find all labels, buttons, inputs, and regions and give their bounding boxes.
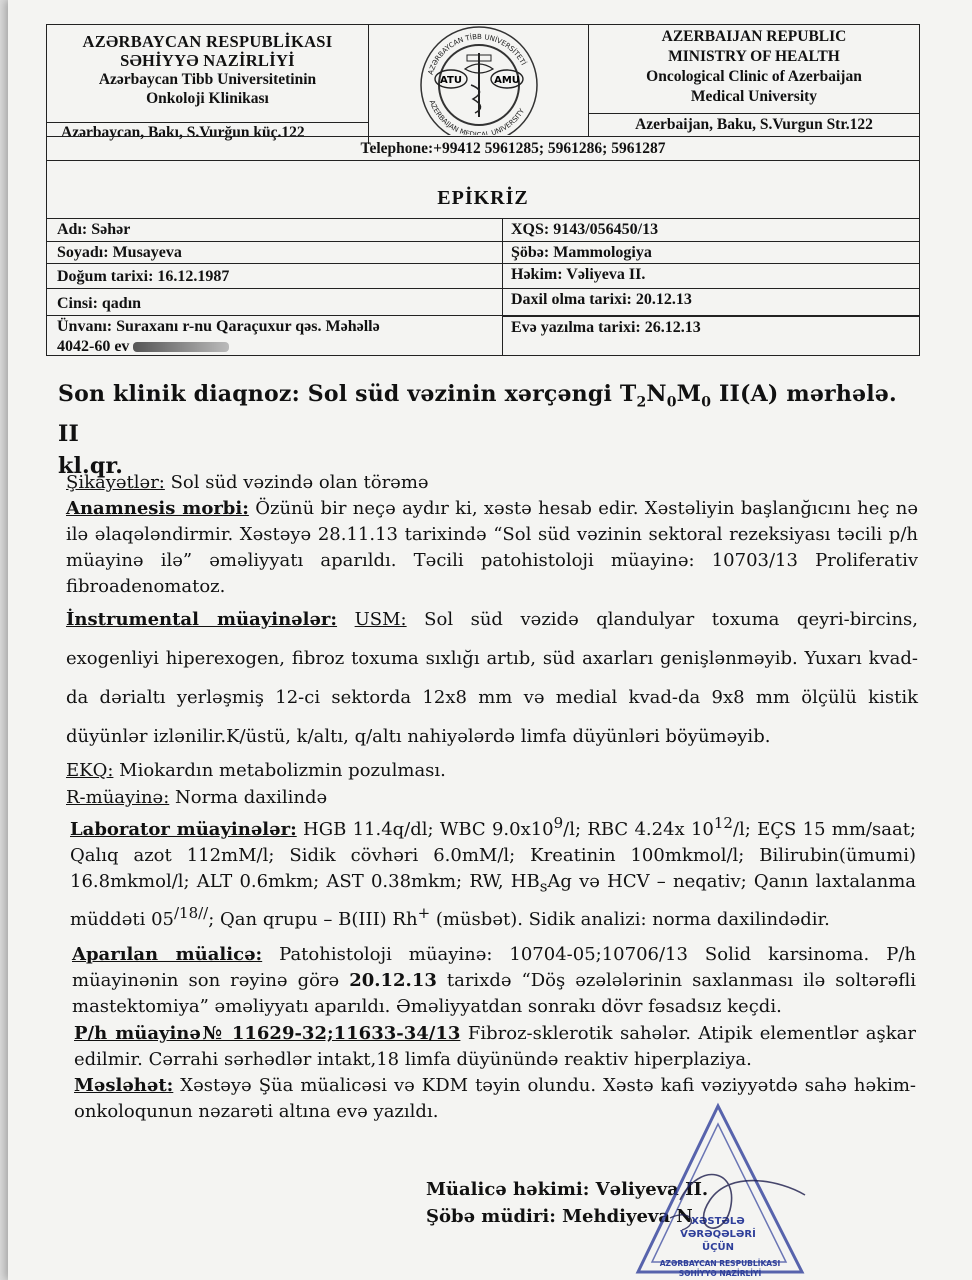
treatment-section — [72, 942, 916, 1020]
usm-label: USM: — [354, 609, 407, 630]
lab-text5: ; Qan qrupu – B(III) Rh — [208, 908, 418, 930]
patient-discharge: Evə yazılma tarixi: 26.12.13 — [503, 316, 919, 355]
instrumental-section — [66, 600, 918, 756]
instrumental-label: İnstrumental müayinələr: — [66, 609, 338, 630]
header-left-line3: Azərbaycan Tibb Universitetinin — [98, 71, 317, 88]
lab-sup4: /18// — [173, 903, 209, 922]
triangle-stamp-icon — [630, 1100, 810, 1280]
complaints-section — [66, 470, 918, 496]
ekq-text: Miokardın metabolizmin pozulması. — [113, 760, 446, 781]
header-left-line1: AZƏRBAYCAN RESPUBLİKASI — [82, 32, 333, 51]
pathology-text: Fibroz-sklerotik sahələr. Atipik elementlər aşkar edilmir. Cərrahi sərhədlər intakt,18 limfa düyünündə reaktiv hiperplaziya. — [74, 1023, 916, 1070]
diagnosis-n-index: 0 — [666, 394, 677, 411]
patient-doctor: Həkim: Vəliyeva II. — [511, 266, 646, 283]
patient-birth: Doğum tarixi: 16.12.1987 — [47, 264, 503, 288]
treatment-date: 20.12.13 — [349, 970, 437, 991]
stamp-bottom1: AZƏRBAYCAN RESPUBLİKASI — [659, 1259, 781, 1268]
anamnesis-section — [66, 496, 918, 600]
stamp-line3: ÜÇÜN — [702, 1242, 734, 1253]
patient-row-5 — [47, 315, 919, 355]
header-right-line3: Oncological Clinic of Azerbaijan — [646, 68, 862, 85]
diagnosis-m-letter: M — [676, 381, 702, 407]
r-text: Norma daxilində — [169, 787, 328, 808]
header-left-address: Azərbaycan, Bakı, S.Vurğun küç.122 — [47, 122, 369, 144]
patient-address-line2 — [57, 337, 502, 357]
document-page — [8, 0, 972, 1280]
header-right-line1: AZERBAIJAN REPUBLIC — [661, 28, 847, 45]
ekq-section — [66, 758, 918, 784]
anamnesis-text: Özünü bir neçə aydır ki, xəstə hesab edir. Xəstəliyin başlanğıcını heç nə ilə əlaqələndirmir. Xəstəyə 28.11.13 tarixində “Sol süd vəzinin sektoral rezeksiyası təcili p/h müayinə ilə” əməliyyatı aparıldı. Təcili patohistoloji müayinə: 10703/13 Proliferativ fibroadenomatoz. — [66, 498, 919, 597]
lab-sup2: 12 — [713, 814, 733, 832]
logo-emblem-icon — [369, 25, 587, 135]
logo-bottom-text: AZERBAIJAN MEDI AL UNIVERSITY — [427, 98, 527, 135]
patient-row-4 — [47, 288, 919, 315]
pathology-section — [74, 1021, 916, 1073]
complaints-text: Sol süd vəzində olan törəmə — [164, 472, 429, 493]
diagnosis-t-index: 2 — [636, 394, 647, 411]
stamp-bottom2: SƏHİYYƏ NAZİRLİYİ — [678, 1269, 762, 1278]
lab-text4: Ag və HCV – neqativ; Qanın laxtalanma müddəti 05 — [70, 871, 917, 930]
stamp-line2: VƏRƏQƏLƏRİ — [680, 1229, 756, 1240]
patient-surname: Soyadı: Musayeva — [47, 242, 503, 263]
treatment-label: Aparılan müalicə: — [72, 944, 263, 965]
diagnosis-m-index: 0 — [701, 394, 712, 411]
lab-text2: /l; RBC 4.24x 10 — [563, 819, 714, 840]
lab-label: Laborator müayinələr: — [70, 819, 297, 840]
patient-address — [47, 316, 503, 355]
complaints-label: Şikayətlər: — [66, 472, 165, 493]
advice-label: Məsləhət: — [74, 1075, 174, 1096]
patient-sex: Cinsi: qadın — [47, 289, 503, 315]
patient-row-2 — [47, 241, 919, 263]
lab-sub3: s — [539, 877, 548, 896]
patient-name: Adı: Səhər — [47, 219, 503, 241]
lab-text1: HGB 11.4q/dl; WBC 9.0x10 — [296, 819, 554, 840]
anamnesis-label: Anamnesis morbi: — [66, 498, 249, 519]
lab-text3: /l; EÇS 15 mm/saat; Qalıq azot 112mM/l; Sidik cövhəri 6.0mM/l; Kreatinin 100mkmol/l; Bilirubin(ümumi) 16.8mkmol/l; ALT 0.6mkm; AST 0.38mkm; RW, HB — [70, 819, 916, 892]
patient-row-3 — [47, 263, 919, 288]
lab-sup5: + — [417, 903, 431, 922]
header-left — [47, 25, 369, 122]
lab-section — [70, 810, 916, 933]
signature-head: Şöbə müdiri: Mehdiyeva N. — [426, 1206, 698, 1227]
patient-address-line1: Ünvanı: Suraxanı r-nu Qaraçuxur qəs. Məhəllə — [57, 318, 380, 335]
diagnosis-n-letter: N — [646, 381, 667, 407]
stamp-line1: XƏSTƏLƏ — [691, 1216, 745, 1227]
header-table — [46, 24, 920, 356]
final-diagnosis — [58, 378, 918, 482]
university-logo — [369, 25, 589, 136]
ekq-label: EKQ: — [66, 760, 114, 781]
header-right-line2: MINISTRY OF HEALTH — [668, 48, 840, 65]
r-section — [66, 785, 918, 811]
header-phone: Telephone:+99412 5961285; 5961286; 5961287 — [47, 136, 919, 160]
redaction-mark — [133, 342, 229, 352]
header-left-line2: SƏHİYYƏ NAZİRLİYİ — [120, 51, 295, 70]
r-label: R-müayinə: — [66, 787, 170, 808]
logo-top-text: AZƏRBAYCAN TİBB UNİVERSİTETİ — [426, 32, 528, 76]
lab-text6: (müsbət). Sidik analizi: norma daxilindədir. — [430, 908, 830, 930]
patient-address-line2-text: 4042-60 ev — [57, 338, 130, 355]
diagnosis-text2: II(A) mərhələ. II — [58, 381, 897, 448]
patient-row-1 — [47, 218, 919, 241]
logo-atu: ATU — [440, 75, 462, 86]
header-right — [589, 25, 919, 113]
advice-text: Xəstəyə Şüa müalicəsi və KDM təyin olundu. Xəstə kafi vəziyyətdə sahə həkim-onkoloqunun nəzarəti altına evə yazıldı. — [74, 1075, 916, 1122]
logo-amu: AMU — [494, 75, 520, 86]
header-right-line4: Medical University — [690, 88, 818, 105]
header-left-line4: Onkoloji Klinikası — [146, 90, 269, 107]
document-title: EPİKRİZ — [47, 160, 919, 218]
treatment-text1: Patohistoloji müayinə: 10704-05;10706/13 Solid karsinoma. P/h müayinənin son rəyinə görə — [72, 944, 916, 991]
pathology-label: P/h müayinə№ 11629-32;11633-34/13 — [74, 1023, 461, 1044]
diagnosis-text3: kl.qr. — [58, 453, 124, 480]
diagnosis-text1: Son klinik diaqnoz: Sol süd vəzinin xərçəngi T — [58, 381, 637, 407]
patient-dept: Şöbə: Mammologiya — [511, 244, 652, 261]
patient-admission: Daxil olma tarixi: 20.12.13 — [511, 291, 692, 308]
patient-xqs: XQS: 9143/056450/13 — [511, 221, 659, 238]
usm-text: Sol süd vəzidə qlandulyar toxuma qeyri-bircins, exogenliyi hiperexogen, fibroz toxuma sıxlığı artıb, süd axarları genişlənməyib. Yuxarı kvad-da dərialtı yerləşmiş 12-ci sektorda 12x8 mm və medial kvad-da 9x8 mm ölçülü kistik düyünlər izlənilir.K/üstü, k/altı, q/altı nahiyələrdə limfa düyünləri böyüməyib. — [66, 609, 918, 747]
treatment-text2: tarixdə “Döş əzələlərinin saxlanması ilə soltərəfli mastektomiya” əməliyyatı aparıldı. Əməliyyatdan sonrakı dövr fəsadsız keçdi. — [72, 970, 916, 1017]
lab-sup1: 9 — [553, 814, 564, 832]
signature-doctor: Müalicə həkimi: Vəliyeva II. — [426, 1179, 709, 1200]
header-right-address: Azerbaijan, Baku, S.Vurgun Str.122 — [589, 113, 919, 136]
